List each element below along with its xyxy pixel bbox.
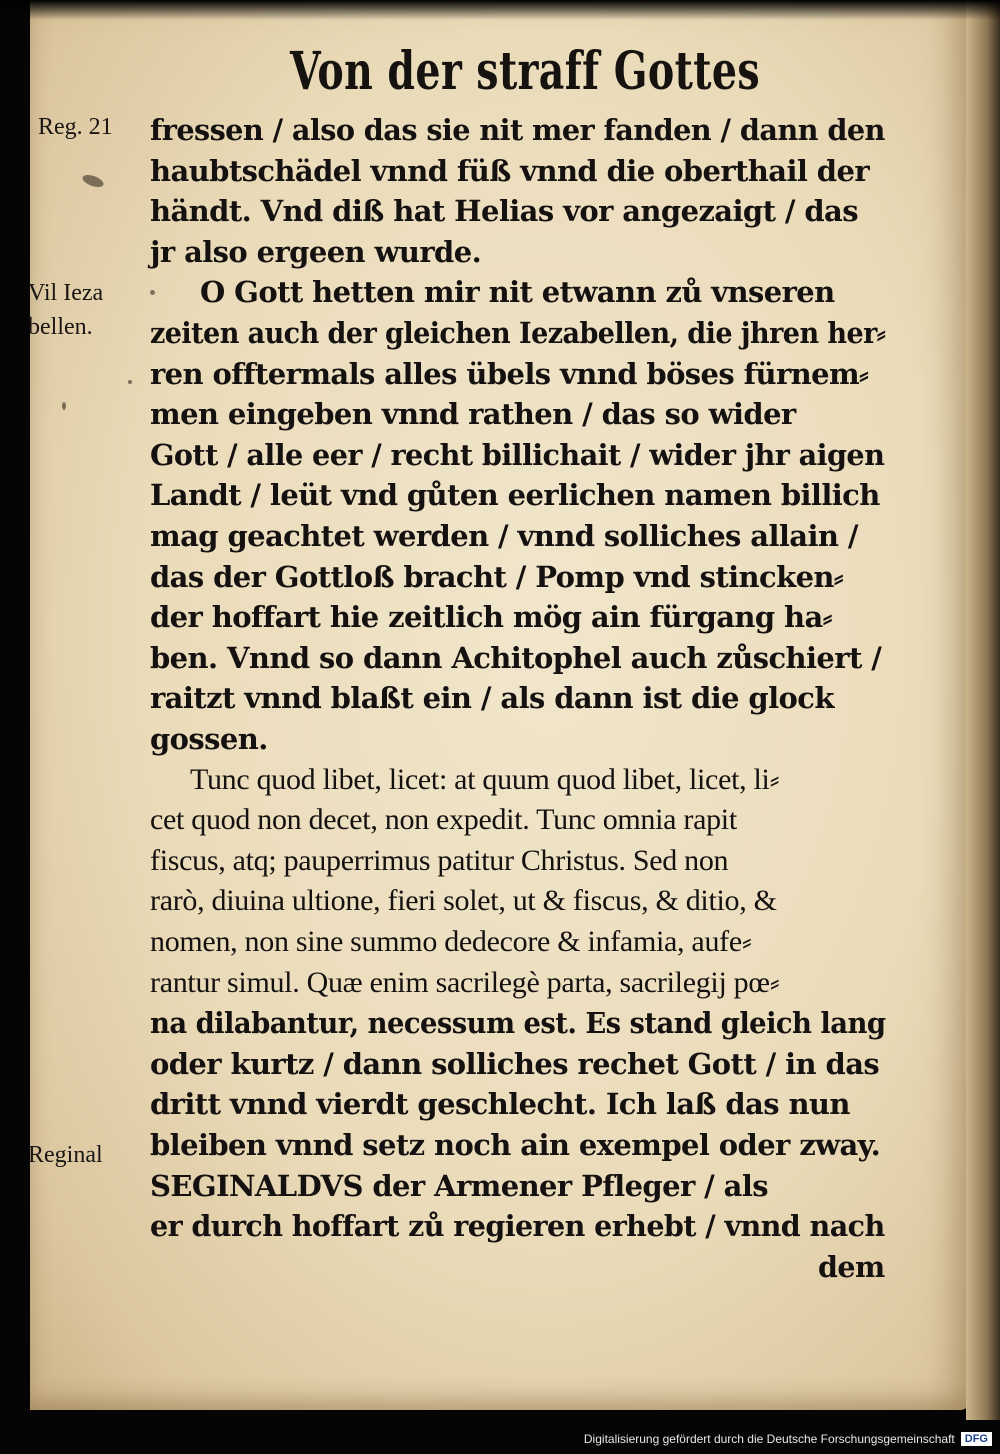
text-line: ren offtermals alles übels vnnd böses fürnem⸗: [150, 356, 869, 391]
text-line: dritt vnnd vierdt geschlecht. Ich laß das nun: [150, 1087, 850, 1122]
text-line: haubtschädel vnnd füß vnnd die oberthail der: [150, 153, 870, 188]
scan-top-shadow: [0, 0, 1000, 20]
margin-note: Reginal: [28, 1142, 103, 1168]
footer-credit: [584, 1428, 992, 1450]
text-line: zeiten auch der gleichen Iezabellen, die jhren her⸗: [150, 316, 886, 350]
text-line: O Gott hetten mir nit etwann zů vnseren: [200, 275, 835, 310]
margin-note: Reg. 21: [38, 114, 113, 140]
ink-speck: [150, 290, 155, 295]
margin-note: Vil Ieza: [28, 280, 104, 306]
text-line: cet quod non decet, non expedit. Tunc omnia rapit: [150, 803, 737, 837]
ink-speck: [62, 402, 66, 410]
footer-credit-text: Digitalisierung gefördert durch die Deutsche Forschungsgemeinschaft: [583, 1432, 955, 1446]
text-line: raitzt vnnd blaßt ein / als dann ist die glock: [150, 681, 834, 716]
text-line: Gott / alle eer / recht billichait / wider jhr aigen: [150, 437, 885, 472]
text-line: fiscus, atq; pauperrimus patitur Christus. Sed non: [150, 843, 729, 877]
book-spine-edge: [966, 0, 1000, 1420]
text-line: rantur simul. Quæ enim sacrilegè parta, sacrilegij pœ⸗: [150, 965, 780, 999]
text-line: jr also ergeen wurde.: [150, 234, 482, 269]
text-line: er durch hoffart zů regieren erhebt / vnnd nach: [150, 1209, 885, 1244]
running-title: Von der straff Gottes: [290, 39, 761, 102]
margin-notes: [28, 0, 137, 1300]
text-line: der hoffart hie zeitlich mög ain fürgang ha⸗: [150, 600, 832, 635]
text-line: nomen, non sine summo dedecore & infamia, aufe⸗: [150, 925, 752, 958]
text-line: bleiben vnnd setz noch ain exempel oder zway.: [150, 1128, 881, 1162]
dfg-logo: DFG: [961, 1432, 992, 1446]
text-line: händt. Vnd diß hat Helias vor angezaigt / das: [150, 194, 858, 229]
text-line: Tunc quod libet, licet: at quum quod libet, licet, li⸗: [190, 762, 780, 796]
text-line: men eingeben vnnd rathen / das so wider: [150, 397, 796, 432]
ink-speck: [128, 380, 132, 384]
text-line: mag geachtet werden / vnnd solliches allain /: [150, 519, 858, 553]
text-line: dem: [818, 1249, 885, 1284]
text-line: SEGINALDVS der Armener Pfleger / als: [150, 1168, 768, 1203]
text-line: fressen / also das sie nit mer fanden / dann den: [150, 113, 885, 147]
text-line: rarò, diuina ultione, fieri solet, ut & fiscus, & ditio, &: [150, 884, 777, 918]
text-line: na dilabantur, necessum est. Es stand gleich lang: [150, 1006, 886, 1041]
text-line: gossen.: [150, 722, 268, 756]
text-line: ben. Vnnd so dann Achitophel auch zůschiert /: [150, 640, 882, 675]
margin-note: bellen.: [28, 314, 93, 340]
text-line: Landt / leüt vnd gůten eerlichen namen billich: [150, 478, 880, 513]
text-line: oder kurtz / dann solliches rechet Gott / in das: [150, 1046, 880, 1081]
text-line: das der Gottloß bracht / Pomp vnd stincken⸗: [150, 559, 843, 594]
